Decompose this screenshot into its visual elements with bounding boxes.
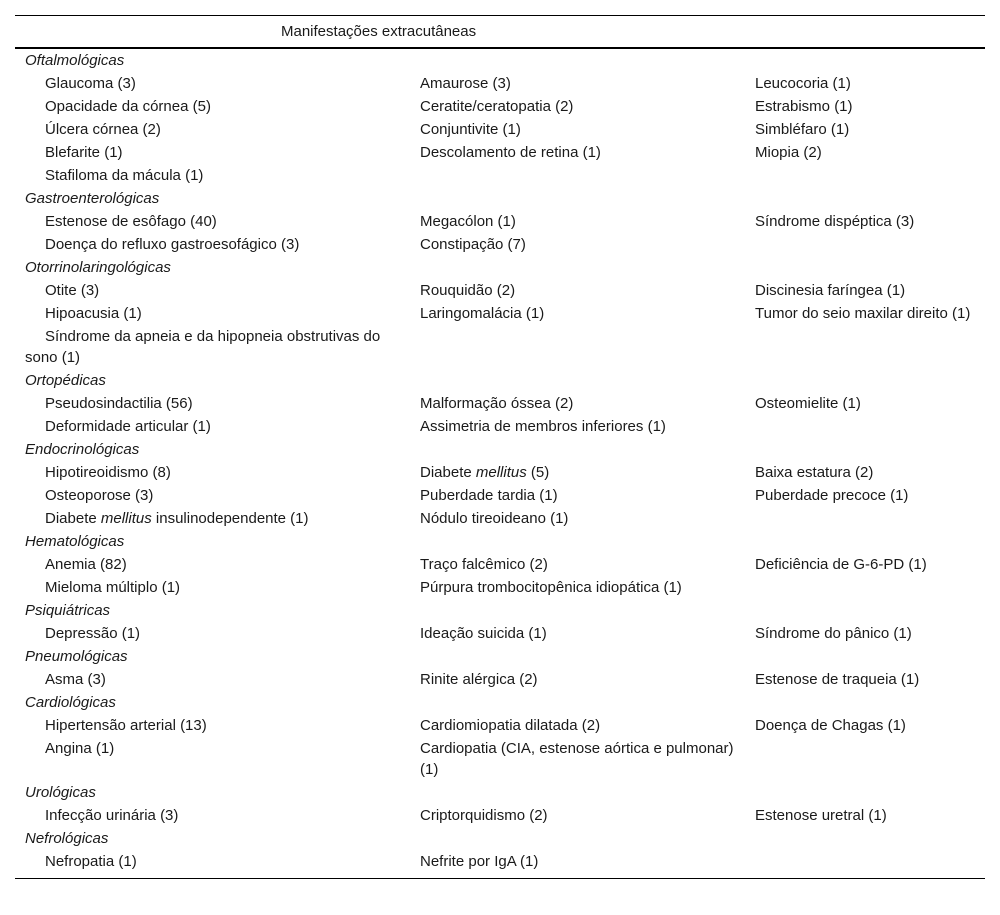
table-cell: Púrpura trombocitopênica idiopática (1) — [420, 579, 682, 596]
table-cell: Puberdade precoce (1) — [755, 487, 909, 504]
table-row — [15, 553, 985, 576]
table-cell: Otite (3) — [45, 282, 100, 299]
table-header — [15, 16, 985, 49]
table-cell: Blefarite (1) — [45, 144, 123, 161]
table-cell: Constipação (7) — [420, 236, 526, 253]
section-row — [15, 599, 985, 622]
section-row — [15, 438, 985, 461]
table-cell: Hipoacusia (1) — [45, 305, 142, 322]
table-cell: Stafiloma da mácula (1) — [45, 167, 204, 184]
section-row — [15, 48, 985, 72]
table-cell: Rouquidão (2) — [420, 282, 516, 299]
table-cell: Infecção urinária (3) — [45, 807, 179, 824]
section-title: Psiquiátricas — [25, 602, 111, 619]
table-row — [15, 622, 985, 645]
section-row — [15, 530, 985, 553]
table-cell: Osteoporose (3) — [45, 487, 154, 504]
table-cell: Depressão (1) — [45, 625, 141, 642]
table-cell: Estenose de esôfago (40) — [45, 213, 217, 230]
table-cell: Miopia (2) — [755, 144, 822, 161]
table-cell: Conjuntivite (1) — [420, 121, 521, 138]
table-cell — [755, 325, 985, 369]
table-row — [15, 850, 985, 879]
table-cell: Doença do refluxo gastroesofágico (3) — [45, 236, 300, 253]
table-row — [15, 804, 985, 827]
table-cell — [420, 164, 755, 187]
table-cell: Estrabismo (1) — [755, 98, 853, 115]
table-row — [15, 210, 985, 233]
table-cell: Deficiência de G-6-PD (1) — [755, 556, 927, 573]
table-cell: Tumor do seio maxilar direito (1) — [755, 305, 971, 322]
section-row — [15, 645, 985, 668]
table-cell: Criptorquidismo (2) — [420, 807, 548, 824]
table-cell — [755, 507, 985, 530]
table-cell: Hipotireoidismo (8) — [45, 464, 171, 481]
table-cell: Nefropatia (1) — [45, 853, 137, 870]
table-cell: Síndrome dispéptica (3) — [755, 213, 915, 230]
table-cell: Osteomielite (1) — [755, 395, 861, 412]
section-title: Hematológicas — [25, 533, 125, 550]
section-title: Endocrinológicas — [25, 441, 140, 458]
table-cell: Glaucoma (3) — [45, 75, 136, 92]
table-cell: Discinesia faríngea (1) — [755, 282, 906, 299]
table-cell: Estenose de traqueia (1) — [755, 671, 920, 688]
table-cell: Ceratite/ceratopatia (2) — [420, 98, 574, 115]
table-cell: Assimetria de membros inferiores (1) — [420, 418, 666, 435]
table-row — [15, 484, 985, 507]
table-cell: Descolamento de retina (1) — [420, 144, 601, 161]
table-cell: Malformação óssea (2) — [420, 395, 574, 412]
table-header-row — [15, 16, 985, 49]
table-body — [15, 48, 985, 879]
table-cell: Ideação suicida (1) — [420, 625, 547, 642]
table-cell: Síndrome do pânico (1) — [755, 625, 912, 642]
table-cell: Cardiopatia (CIA, estenose aórtica e pulmonar) (1) — [420, 740, 734, 778]
table-cell: Doença de Chagas (1) — [755, 717, 906, 734]
table-cell: Nefrite por IgA (1) — [420, 853, 539, 870]
section-title: Nefrológicas — [25, 830, 109, 847]
section-title: Pneumológicas — [25, 648, 128, 665]
table-cell: Megacólon (1) — [420, 213, 516, 230]
table-cell: Amaurose (3) — [420, 75, 511, 92]
table-row — [15, 95, 985, 118]
manifestations-table-container — [15, 15, 985, 879]
section-row — [15, 781, 985, 804]
table-cell — [755, 233, 985, 256]
table-cell: Deformidade articular (1) — [45, 418, 211, 435]
table-cell: Baixa estatura (2) — [755, 464, 874, 481]
table-cell — [755, 850, 985, 879]
table-row — [15, 302, 985, 325]
table-cell — [755, 576, 985, 599]
table-cell: Nódulo tireoideano (1) — [420, 510, 569, 527]
section-title: Urológicas — [25, 784, 96, 801]
table-cell: Laringomalácia (1) — [420, 305, 545, 322]
section-title: Otorrinolaringológicas — [25, 259, 171, 276]
table-cell — [755, 737, 985, 781]
table-cell: Hipertensão arterial (13) — [45, 717, 207, 734]
table-row — [15, 737, 985, 781]
table-row — [15, 668, 985, 691]
table-cell: Cardiomiopatia dilatada (2) — [420, 717, 601, 734]
table-cell: Diabete mellitus insulinodependente (1) — [45, 510, 309, 527]
table-header-label: Manifestações extracutâneas — [281, 23, 477, 40]
table-row — [15, 279, 985, 302]
table-row — [15, 325, 985, 369]
manifestations-table — [15, 15, 985, 879]
table-cell: Úlcera córnea (2) — [45, 121, 161, 138]
table-row — [15, 141, 985, 164]
table-row — [15, 507, 985, 530]
section-row — [15, 369, 985, 392]
table-cell: Opacidade da córnea (5) — [45, 98, 211, 115]
section-row — [15, 256, 985, 279]
table-cell: Síndrome da apneia e da hipopneia obstrutivas do sono (1) — [25, 328, 381, 366]
table-row — [15, 233, 985, 256]
section-row — [15, 691, 985, 714]
table-cell — [420, 325, 755, 369]
section-row — [15, 187, 985, 210]
table-cell: Traço falcêmico (2) — [420, 556, 548, 573]
table-cell: Estenose uretral (1) — [755, 807, 887, 824]
table-row — [15, 714, 985, 737]
table-row — [15, 164, 985, 187]
section-title: Oftalmológicas — [25, 52, 125, 69]
table-cell: Simbléfaro (1) — [755, 121, 850, 138]
table-cell — [755, 415, 985, 438]
table-cell: Puberdade tardia (1) — [420, 487, 558, 504]
table-row — [15, 415, 985, 438]
table-cell: Rinite alérgica (2) — [420, 671, 538, 688]
table-row — [15, 118, 985, 141]
table-cell: Anemia (82) — [45, 556, 127, 573]
table-cell: Leucocoria (1) — [755, 75, 851, 92]
table-cell: Mieloma múltiplo (1) — [45, 579, 181, 596]
table-cell: Diabete mellitus (5) — [420, 464, 550, 481]
table-cell: Angina (1) — [45, 740, 115, 757]
table-cell — [755, 164, 985, 187]
table-cell: Asma (3) — [45, 671, 106, 688]
table-row — [15, 461, 985, 484]
section-title: Gastroenterológicas — [25, 190, 160, 207]
section-row — [15, 827, 985, 850]
table-row — [15, 72, 985, 95]
section-title: Cardiológicas — [25, 694, 116, 711]
table-row — [15, 576, 985, 599]
section-title: Ortopédicas — [25, 372, 106, 389]
table-cell: Pseudosindactilia (56) — [45, 395, 193, 412]
table-row — [15, 392, 985, 415]
